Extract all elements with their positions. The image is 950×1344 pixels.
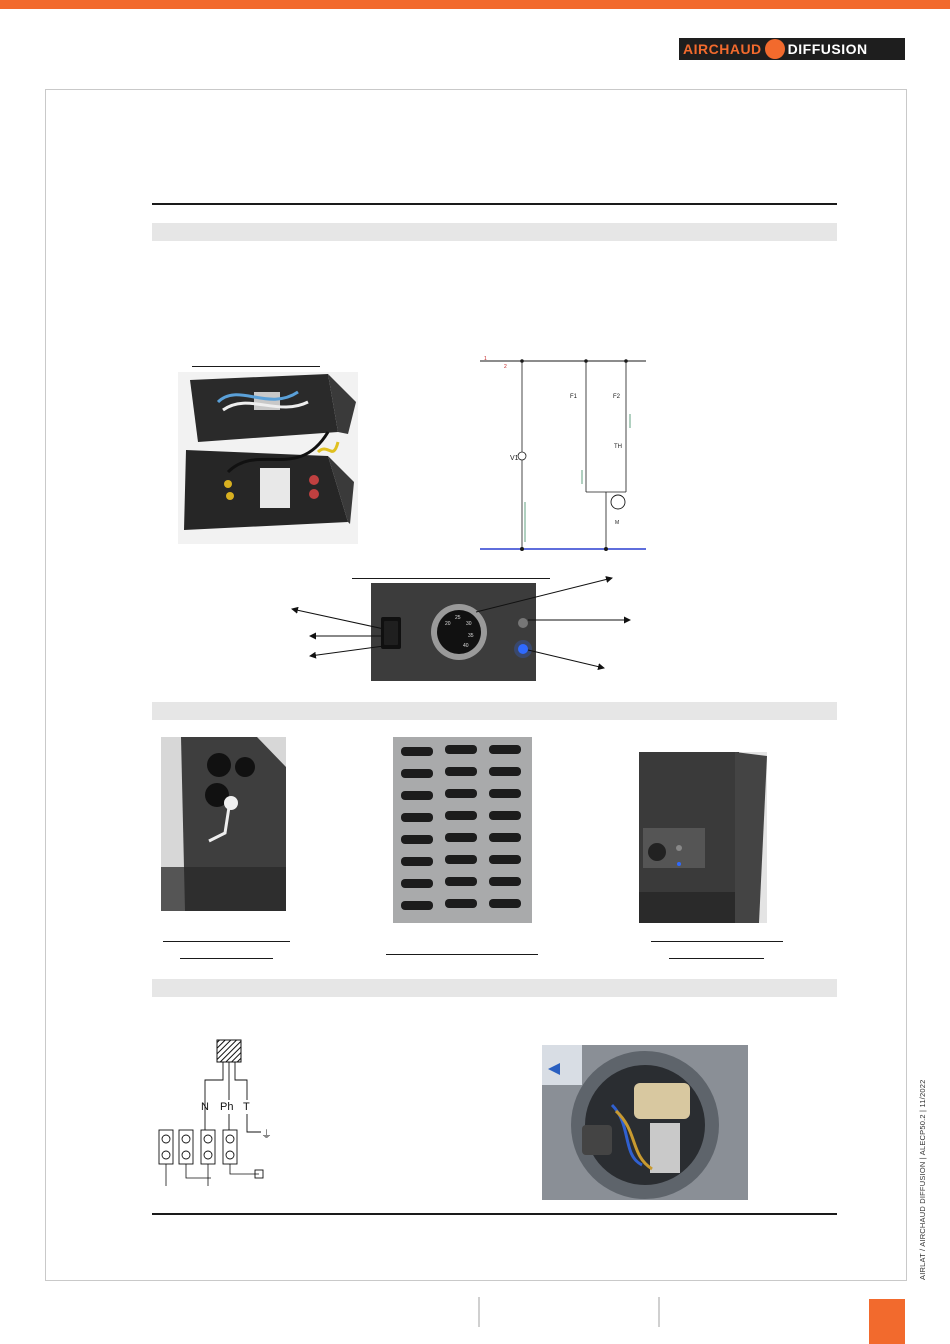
section-band-3 (152, 979, 837, 997)
svg-text:2: 2 (504, 364, 507, 370)
bottom-rule (152, 1213, 837, 1215)
motor-terminal-photo (542, 1045, 748, 1200)
photo3-caption-line-b (669, 958, 764, 959)
title-rule (152, 203, 837, 205)
brand-name-part2: DIFFUSION (787, 41, 868, 57)
wiring-ph-label: Ph (220, 1101, 234, 1113)
fixing-bracket-photo (161, 737, 286, 911)
dial-mark-1: 20 (445, 621, 451, 627)
wiring-n-label: N (201, 1101, 209, 1113)
motor-label: M (615, 520, 620, 526)
f1-label: F1 (570, 394, 578, 400)
side-reference: AIRLAT / AIRCHAUD DIFFUSION | ALECP50.2 | 11/2022 (918, 1079, 927, 1280)
page-number-box (869, 1299, 905, 1344)
grille-drawing (393, 737, 532, 923)
perforated-grille-photo (393, 737, 532, 923)
dial-mark-3: 30 (466, 621, 472, 627)
footer-separator-1 (478, 1297, 480, 1327)
mounted-unit-photo (639, 752, 767, 923)
photo3-caption-line-a (651, 941, 783, 942)
dial-mark-4: 35 (468, 633, 474, 639)
electrical-schematic (470, 352, 650, 552)
brand-logo (679, 38, 905, 60)
footer-separator-2 (658, 1297, 660, 1327)
f2-label: F2 (613, 394, 621, 400)
svg-text:⏚: ⏚ (261, 1129, 272, 1141)
wiring-t-label: T (243, 1101, 250, 1113)
panel-callout-arrows (280, 570, 640, 680)
photo2-caption-line (386, 954, 538, 955)
top-accent-bar (0, 0, 950, 9)
section-band-2 (152, 702, 837, 720)
motor-wiring-diagram (155, 1036, 285, 1194)
photo1-caption-line-b (180, 958, 273, 959)
photo1-caption-line-a (163, 941, 290, 942)
photo-caption-line (192, 366, 320, 367)
v1-label: V1 (510, 455, 519, 462)
brand-badge-icon (765, 39, 785, 59)
control-box-open-photo (178, 372, 358, 544)
svg-text:1: 1 (484, 356, 487, 362)
brand-name-part1: AIRCHAUD (683, 41, 762, 57)
th-label: TH (614, 444, 622, 450)
section-band-1 (152, 223, 837, 241)
dial-mark-2: 25 (455, 615, 461, 621)
dial-mark-5: 40 (463, 643, 469, 649)
